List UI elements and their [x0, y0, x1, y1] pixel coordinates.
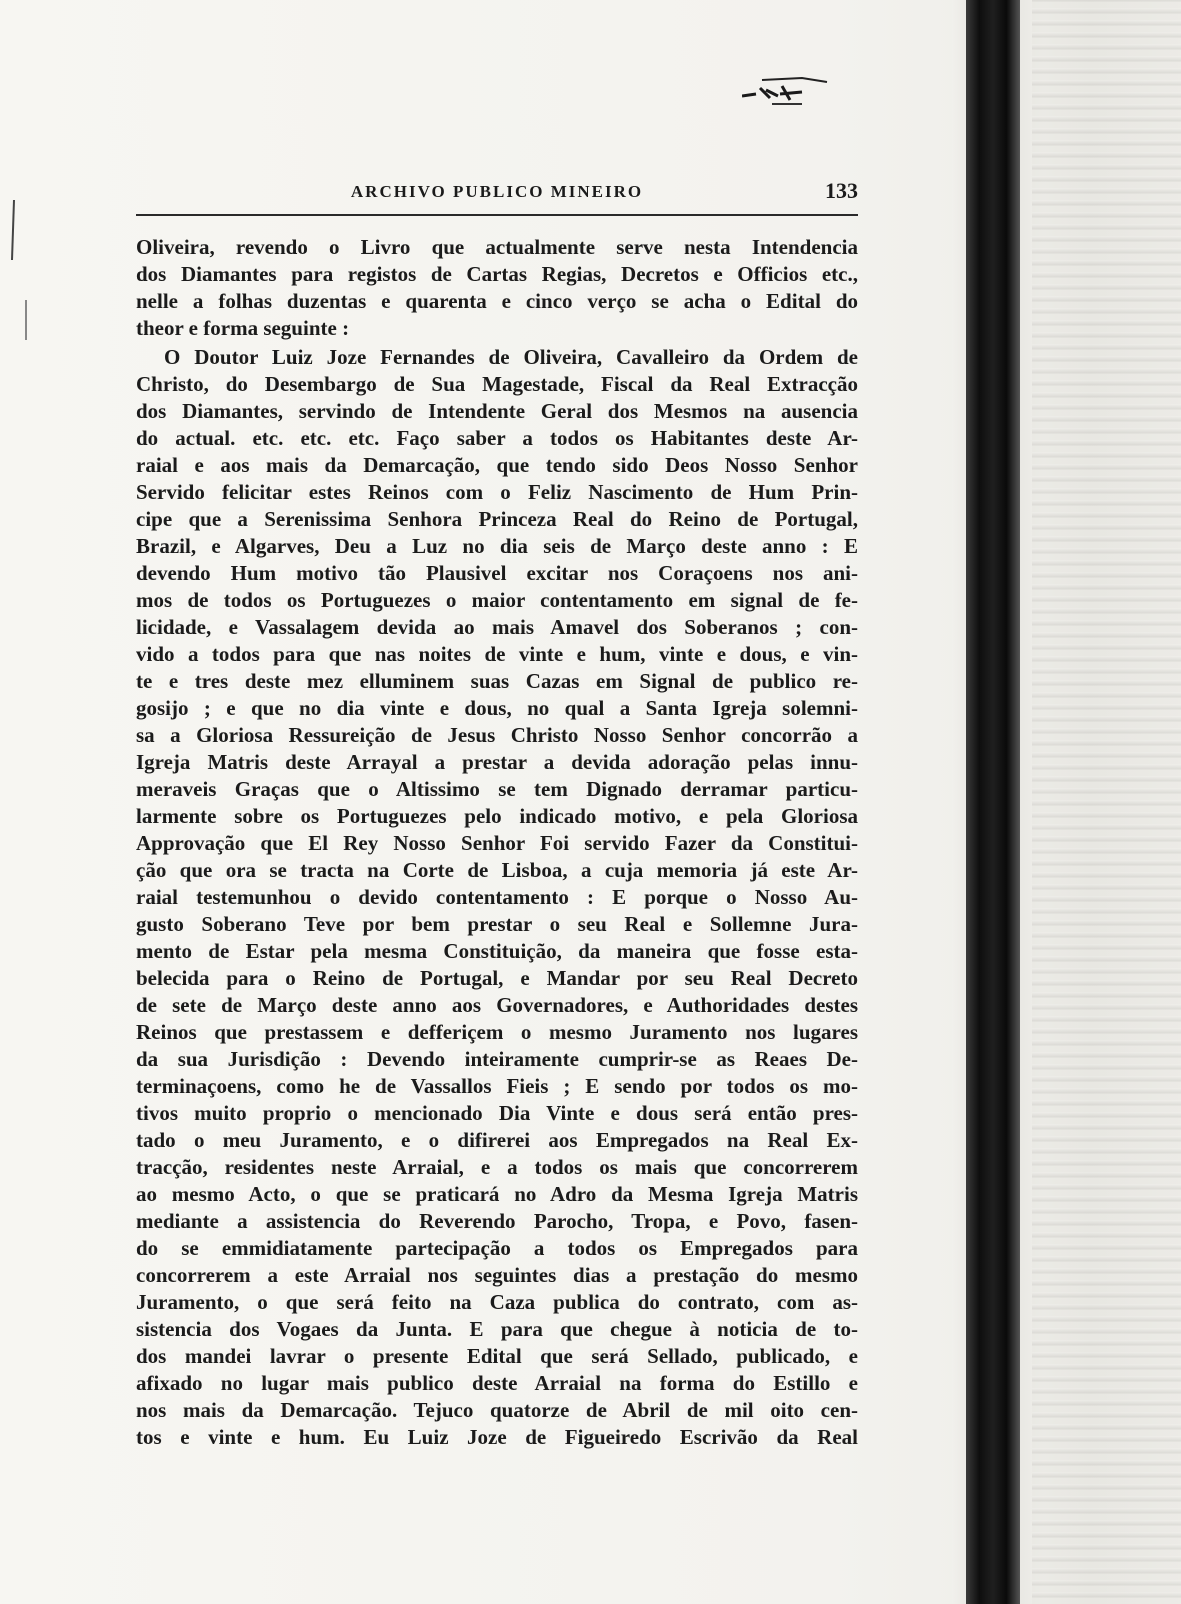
text-line: devendo Hum motivo tão Plausivel excitar nos Coraçoens nos ani- [136, 561, 858, 585]
text-line: tos e vinte e hum. Eu Luiz Joze de Figueiredo Escrivão da Real [136, 1425, 858, 1449]
book-binding-shadow [966, 0, 1020, 1604]
text-line: terminaçoens, como he de Vassallos Fieis ; E sendo por todos os mo- [136, 1074, 858, 1098]
text-line: ao mesmo Acto, o que se praticará no Adro da Mesma Igreja Matris [136, 1182, 858, 1206]
text-line: tado o meu Juramento, e o difirerei aos Empregados na Real Ex- [136, 1128, 858, 1152]
paragraph [136, 234, 858, 342]
text-line: gusto Soberano Teve por bem prestar o seu Real e Sollemne Jura- [136, 912, 858, 936]
text-line: meraveis Graças que o Altissimo se tem Dignado derramar particu- [136, 777, 858, 801]
text-line: O Doutor Luiz Joze Fernandes de Oliveira, Cavalleiro da Ordem de [164, 345, 858, 369]
text-line: cipe que a Serenissima Senhora Princeza Real do Reino de Portugal, [136, 507, 858, 531]
text-line: nelle a folhas duzentas e quarenta e cinco verço se acha o Edital do [136, 289, 858, 313]
text-line: raial e aos mais da Demarcação, que tendo sido Deos Nosso Senhor [136, 453, 858, 477]
paragraph [136, 344, 858, 1451]
text-line: larmente sobre os Portuguezes pelo indicado motivo, e pela Gloriosa [136, 804, 858, 828]
text-line: vido a todos para que nas noites de vinte e hum, vinte e dous, e vin- [136, 642, 858, 666]
text-line: Juramento, o que será feito na Caza publica do contrato, com as- [136, 1290, 858, 1314]
text-line: theor e forma seguinte : [136, 316, 350, 340]
text-line: gosijo ; e que no dia vinte e dous, no qual a Santa Igreja solemni- [136, 696, 858, 720]
text-line: Igreja Matris deste Arrayal a prestar a devida adoração pelas innu- [136, 750, 858, 774]
text-line: mos de todos os Portuguezes o maior contentamento em signal de fe- [136, 588, 858, 612]
text-line: sistencia dos Vogaes da Junta. E para que chegue à noticia de to- [136, 1317, 858, 1341]
text-line: afixado no lugar mais publico deste Arraial na forma do Estillo e [136, 1371, 858, 1395]
text-line: Oliveira, revendo o Livro que actualmente serve nesta Intendencia [136, 235, 858, 259]
text-line: raial testemunhou o devido contentamento : E porque o Nosso Au- [136, 885, 858, 909]
text-line: do actual. etc. etc. etc. Faço saber a todos os Habitantes deste Ar- [136, 426, 858, 450]
text-line: de sete de Março deste anno aos Governadores, e Authoridades destes [136, 993, 858, 1017]
text-line: tivos muito proprio o mencionado Dia Vinte e dous será então pres- [136, 1101, 858, 1125]
text-line: belecida para o Reino de Portugal, e Mandar por seu Real Decreto [136, 966, 858, 990]
margin-mark [0, 200, 30, 360]
text-line: mento de Estar pela mesma Constituição, da maneira que fosse esta- [136, 939, 858, 963]
page-number: 133 [825, 178, 858, 203]
text-line: Servido felicitar estes Reinos com o Feliz Nascimento de Hum Prin- [136, 480, 858, 504]
text-line: mediante a assistencia do Reverendo Parocho, Tropa, e Povo, fasen- [136, 1209, 858, 1233]
text-line: Christo, do Desembargo de Sua Magestade, Fiscal da Real Extracção [136, 372, 858, 396]
text-line: Brazil, e Algarves, Deu a Luz no dia seis de Março deste anno : E [136, 534, 858, 558]
handwritten-mark [742, 74, 832, 108]
running-header [136, 178, 858, 214]
body-text [136, 234, 858, 1451]
text-line: licidade, e Vassalagem devida ao mais Amavel dos Soberanos ; con- [136, 615, 858, 639]
text-line: dos Diamantes, servindo de Intendente Geral dos Mesmos na ausencia [136, 399, 858, 423]
text-line: Approvação que El Rey Nosso Senhor Foi servido Fazer da Constitui- [136, 831, 858, 855]
text-line: concorrerem a este Arraial nos seguintes dias a prestação do mesmo [136, 1263, 858, 1287]
text-line: te e tres deste mez elluminem suas Cazas em Signal de publico re- [136, 669, 858, 693]
adjacent-page-edge [1032, 0, 1181, 1604]
header-rule [136, 214, 858, 216]
text-line: dos Diamantes para registos de Cartas Regias, Decretos e Officios etc., [136, 262, 858, 286]
text-line: dos mandei lavrar o presente Edital que será Sellado, publicado, e [136, 1344, 858, 1368]
text-line: Reinos que prestassem e defferiçem o mesmo Juramento nos lugares [136, 1020, 858, 1044]
header-title: ARCHIVO PUBLICO MINEIRO [350, 182, 644, 201]
text-line: ção que ora se tracta na Corte de Lisboa, a cuja memoria já este Ar- [136, 858, 858, 882]
text-line: nos mais da Demarcação. Tejuco quatorze de Abril de mil oito cen- [136, 1398, 858, 1422]
text-line: da sua Jurisdição : Devendo inteiramente cumprir-se as Reaes De- [136, 1047, 858, 1071]
text-line: tracção, residentes neste Arraial, e a todos os mais que concorrerem [136, 1155, 858, 1179]
text-line: do se emmidiatamente partecipação a todos os Empregados para [136, 1236, 858, 1260]
text-line: sa a Gloriosa Ressureição de Jesus Christo Nosso Senhor concorrão a [136, 723, 858, 747]
